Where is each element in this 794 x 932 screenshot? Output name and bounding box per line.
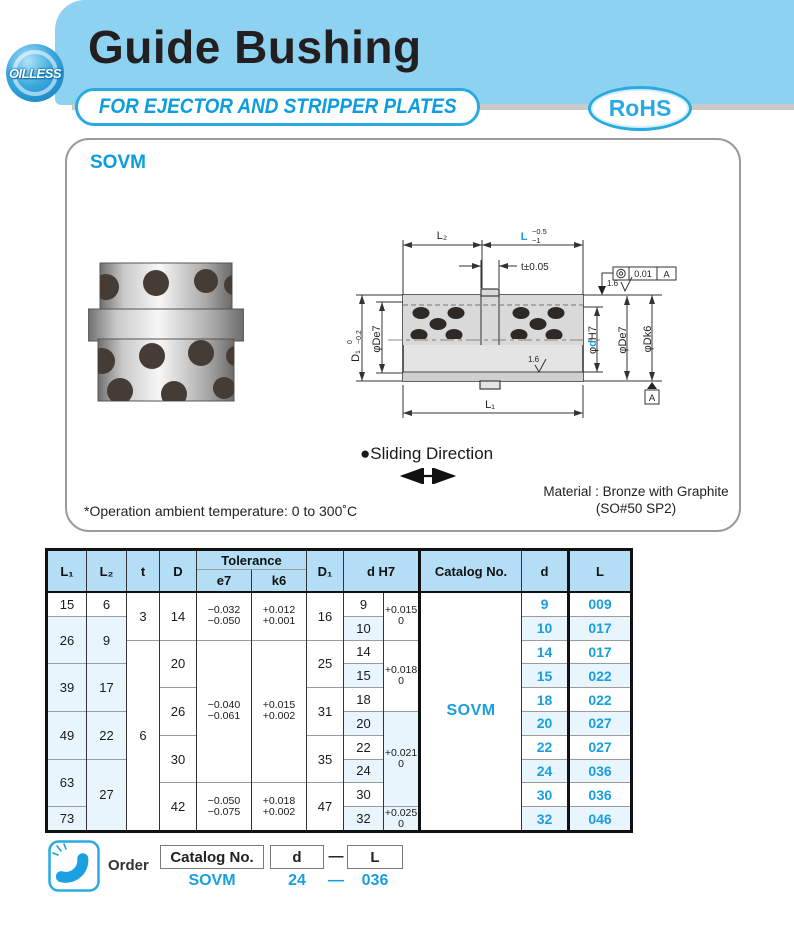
table-cell: 022 <box>569 688 632 712</box>
header-row <box>47 550 632 570</box>
table-cell: 14 <box>522 640 569 664</box>
fcf-value: 0.01 <box>634 269 652 279</box>
dim-l2: L₂ <box>436 230 448 242</box>
logo-text: OILLESS <box>8 66 62 81</box>
header-cell: D₁ <box>307 550 344 593</box>
table-cell: SOVM <box>420 592 522 831</box>
table-cell: +0.015 +0.002 <box>252 640 307 783</box>
table-cell: 20 <box>160 640 197 688</box>
table-cell: 14 <box>344 640 384 664</box>
dim-de7-left: φDe7 <box>371 325 383 353</box>
header-cell: L₂ <box>87 550 127 593</box>
table-cell: 27 <box>87 759 127 831</box>
order-example-catalog: SOVM <box>188 872 236 889</box>
table-cell: 18 <box>522 688 569 712</box>
temperature-note: *Operation ambient temperature: 0 to 300˚C <box>84 503 358 519</box>
table-cell: 046 <box>569 807 632 832</box>
table-cell: 9 <box>87 616 127 664</box>
table-cell: 10 <box>344 616 384 640</box>
dim-d1: D₁ <box>350 350 362 362</box>
material-line1: Material : Bronze with Graphite <box>543 484 729 499</box>
table-cell: 31 <box>307 688 344 736</box>
table-cell: 24 <box>344 759 384 783</box>
table-cell: +0.015 0 <box>384 592 420 640</box>
order-box-d: d <box>270 845 324 869</box>
dim-de7-right: φDe7 <box>617 326 629 354</box>
header-cell: d <box>522 550 569 593</box>
table-cell: 16 <box>307 592 344 640</box>
table-cell: 32 <box>344 807 384 832</box>
table-cell: 009 <box>569 592 632 616</box>
rohs-badge <box>588 86 692 131</box>
sliding-direction-arrow <box>394 468 464 484</box>
header-cell: e7 <box>197 570 252 593</box>
table-cell: 036 <box>569 783 632 807</box>
table-cell: 15 <box>344 664 384 688</box>
order-box-catalog: Catalog No. <box>160 845 264 869</box>
table-cell: 017 <box>569 640 632 664</box>
center-flange <box>481 289 499 296</box>
spec-table-head <box>47 550 632 593</box>
table-cell: 18 <box>344 688 384 712</box>
header-cell: L₁ <box>47 550 87 593</box>
table-cell: 17 <box>87 664 127 712</box>
table-cell: 20 <box>344 711 384 735</box>
dim-l1: L₁ <box>485 399 495 411</box>
table-cell: +0.018 0 <box>384 640 420 711</box>
header-cell: Catalog No. <box>420 550 522 593</box>
dim-l-tol-bot: −1 <box>532 236 541 245</box>
table-row <box>47 640 632 664</box>
roughness-top: 1.6 <box>607 279 619 288</box>
dim-d1-tol-bot: −0.2 <box>356 330 363 344</box>
table-row <box>47 592 632 616</box>
table-cell: 14 <box>160 592 197 640</box>
fcf-datum: A <box>663 269 670 281</box>
subtitle-text: FOR EJECTOR AND STRIPPER PLATES <box>98 95 457 118</box>
table-cell: 15 <box>47 592 87 616</box>
order-dash: — <box>328 848 344 865</box>
table-cell: 22 <box>87 711 127 759</box>
table-cell: 26 <box>160 688 197 736</box>
dim-d1-tol-top: 0 <box>347 340 354 344</box>
table-cell: 22 <box>522 735 569 759</box>
table-cell: +0.012 +0.001 <box>252 592 307 640</box>
table-cell: +0.025 0 <box>384 807 420 832</box>
product-photo <box>88 255 244 405</box>
table-cell: 47 <box>307 783 344 832</box>
table-cell: 15 <box>522 664 569 688</box>
table-cell: −0.050 −0.075 <box>197 783 252 832</box>
table-cell: 036 <box>569 759 632 783</box>
oilless-logo-icon <box>6 44 64 102</box>
table-cell: 017 <box>569 616 632 640</box>
spec-table <box>45 548 633 833</box>
table-cell: −0.032 −0.050 <box>197 592 252 640</box>
material-note <box>538 483 734 517</box>
table-cell: 6 <box>87 592 127 616</box>
header-cell: k6 <box>252 570 307 593</box>
table-cell: 3 <box>127 592 160 640</box>
table-cell: 73 <box>47 807 87 832</box>
table-cell: −0.040 −0.061 <box>197 640 252 783</box>
table-cell: 30 <box>344 783 384 807</box>
header-cell: Tolerance <box>197 550 307 570</box>
table-cell: 35 <box>307 735 344 783</box>
subtitle-banner <box>75 88 480 126</box>
table-cell: 26 <box>47 616 87 664</box>
table-cell: 30 <box>160 735 197 783</box>
page-title: Guide Bushing <box>88 21 422 73</box>
table-cell: 25 <box>307 640 344 688</box>
table-cell: 20 <box>522 711 569 735</box>
table-cell: 027 <box>569 711 632 735</box>
rohs-text: RoHS <box>608 95 672 121</box>
datum-label: A <box>648 393 656 404</box>
header-cell: d H7 <box>344 550 420 593</box>
table-cell: 6 <box>127 640 160 831</box>
table-cell: +0.021 0 <box>384 711 420 806</box>
dim-dk6: φDk6 <box>642 325 654 353</box>
table-cell: 22 <box>344 735 384 759</box>
table-cell: 49 <box>47 711 87 759</box>
material-line2: (SO#50 SP2) <box>595 501 677 516</box>
table-cell: 24 <box>522 759 569 783</box>
order-example-d: 24 <box>288 872 306 889</box>
dim-dh7: φdH7 <box>587 326 599 354</box>
table-cell: 9 <box>522 592 569 616</box>
header-cell: L <box>569 550 632 593</box>
header-cell: t <box>127 550 160 593</box>
table-cell: 30 <box>522 783 569 807</box>
table-cell: 39 <box>47 664 87 712</box>
table-cell: 027 <box>569 735 632 759</box>
table-cell: +0.018 +0.002 <box>252 783 307 832</box>
order-example-dash: — <box>328 872 344 889</box>
order-label: Order <box>108 857 149 874</box>
dim-l-tol-top: −0.5 <box>532 227 547 236</box>
dim-l: L <box>520 231 528 243</box>
table-cell: 10 <box>522 616 569 640</box>
spec-table-body <box>47 592 632 831</box>
table-cell: 32 <box>522 807 569 832</box>
sliding-direction-label: ●Sliding Direction <box>360 444 494 463</box>
technical-drawing <box>330 222 735 437</box>
order-example-l: 036 <box>361 872 389 889</box>
table-cell: 63 <box>47 759 87 807</box>
phone-order-icon <box>48 840 100 892</box>
dim-t: t±0.05 <box>521 262 549 273</box>
table-cell: 022 <box>569 664 632 688</box>
model-name: SOVM <box>90 152 146 173</box>
order-box-l: L <box>347 845 403 869</box>
header-cell: D <box>160 550 197 593</box>
table-cell: 42 <box>160 783 197 832</box>
roughness-inner: 1.6 <box>528 355 540 364</box>
table-cell: 9 <box>344 592 384 616</box>
